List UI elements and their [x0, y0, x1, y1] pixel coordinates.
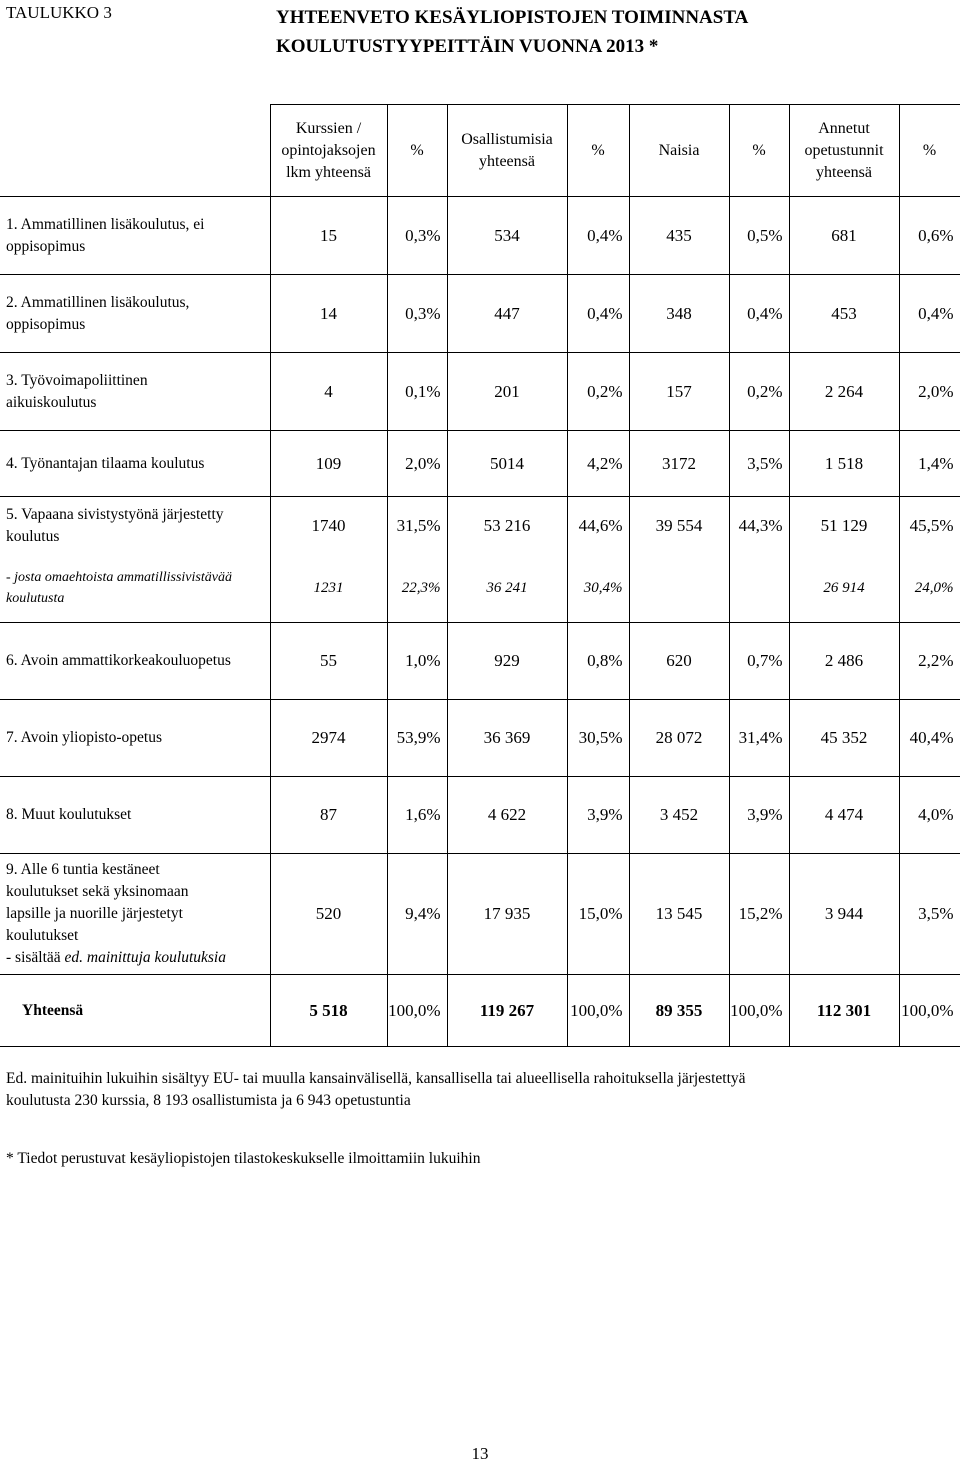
cell-hours: 45 352	[789, 700, 899, 777]
cell-hours-pct: 24,0%	[899, 555, 960, 623]
row-label-line: 8. Muut koulutukset	[6, 806, 132, 823]
cell-courses: 109	[270, 431, 387, 497]
cell-participations-pct: 3,9%	[567, 777, 629, 854]
cell-courses: 5 518	[270, 975, 387, 1047]
row-label	[0, 497, 270, 555]
table-row	[0, 275, 960, 353]
row-label	[0, 854, 270, 975]
row-label-line: koulutukset sekä yksinomaan	[6, 883, 189, 900]
cell-women-pct: 0,2%	[729, 353, 789, 431]
cell-women: 3172	[629, 431, 729, 497]
cell-hours: 26 914	[789, 555, 899, 623]
cell-women-pct: 31,4%	[729, 700, 789, 777]
cell-women	[629, 555, 729, 623]
cell-courses: 4	[270, 353, 387, 431]
cell-hours: 2 264	[789, 353, 899, 431]
footnote-source: * Tiedot perustuvat kesäyliopistojen tilastokeskukselle ilmoittamiin lukuihin	[6, 1150, 481, 1167]
cell-hours: 1 518	[789, 431, 899, 497]
cell-hours-pct: 3,5%	[899, 854, 960, 975]
row-label-line: - josta omaehtoista ammatillissivistävää	[6, 570, 232, 586]
row-label-line: oppisopimus	[6, 237, 86, 255]
header-courses-l3: lkm yhteensä	[286, 163, 371, 181]
row-label-line: koulutus	[6, 527, 60, 545]
cell-participations-pct: 0,4%	[567, 275, 629, 353]
row-label-line: 4. Työnantajan tilaama koulutus	[6, 454, 205, 472]
table-row-sub	[0, 555, 960, 623]
table-row	[0, 777, 960, 854]
footnote-eu	[6, 1068, 746, 1112]
cell-courses-pct: 9,4%	[387, 854, 447, 975]
cell-participations-pct: 44,6%	[567, 497, 629, 555]
table-row	[0, 197, 960, 275]
cell-women: 28 072	[629, 700, 729, 777]
cell-women-pct: 0,5%	[729, 197, 789, 275]
row-label	[0, 700, 270, 777]
cell-hours: 51 129	[789, 497, 899, 555]
cell-courses: 1231	[270, 555, 387, 623]
row-label	[0, 353, 270, 431]
cell-hours-pct: 4,0%	[899, 777, 960, 854]
summary-table	[0, 104, 960, 1047]
cell-women-pct: 15,2%	[729, 854, 789, 975]
header-hours	[789, 105, 899, 197]
cell-women: 157	[629, 353, 729, 431]
cell-participations: 53 216	[447, 497, 567, 555]
row-label-line	[6, 947, 270, 969]
row-label	[0, 623, 270, 700]
row-label	[0, 275, 270, 353]
cell-courses-pct: 22,3%	[387, 555, 447, 623]
cell-hours-pct: 40,4%	[899, 700, 960, 777]
cell-women-pct: 44,3%	[729, 497, 789, 555]
row-label	[0, 197, 270, 275]
cell-courses-pct: 31,5%	[387, 497, 447, 555]
row-label	[0, 555, 270, 623]
cell-hours: 453	[789, 275, 899, 353]
page-title	[276, 3, 748, 61]
page-number: 13	[471, 1444, 489, 1463]
cell-courses: 14	[270, 275, 387, 353]
cell-courses: 15	[270, 197, 387, 275]
cell-hours-pct: 2,2%	[899, 623, 960, 700]
header-women: Naisia	[629, 105, 729, 197]
row-label-line: oppisopimus	[6, 315, 86, 333]
cell-courses-pct: 2,0%	[387, 431, 447, 497]
cell-hours: 4 474	[789, 777, 899, 854]
cell-participations-pct: 0,2%	[567, 353, 629, 431]
cell-courses: 2974	[270, 700, 387, 777]
cell-participations: 17 935	[447, 854, 567, 975]
footnote-eu-line-2: koulutusta 230 kurssia, 8 193 osallistumista ja 6 943 opetustuntia	[6, 1092, 411, 1109]
cell-participations: 929	[447, 623, 567, 700]
table-row	[0, 623, 960, 700]
row-label-line: 2. Ammatillinen lisäkoulutus,	[6, 293, 190, 311]
cell-courses-pct: 1,6%	[387, 777, 447, 854]
cell-women: 3 452	[629, 777, 729, 854]
cell-hours: 681	[789, 197, 899, 275]
row-label-line: koulutukset	[6, 927, 79, 944]
cell-women-pct: 3,9%	[729, 777, 789, 854]
row-label-line: 1. Ammatillinen lisäkoulutus, ei	[6, 215, 205, 233]
title-line-1: YHTEENVETO KESÄYLIOPISTOJEN TOIMINNASTA	[276, 7, 749, 28]
row-label-line: aikuiskoulutus	[6, 393, 97, 411]
row-label-line: 5. Vapaana sivistystyönä järjestetty	[6, 505, 224, 523]
table-row	[0, 854, 960, 975]
cell-women: 89 355	[629, 975, 729, 1047]
row-label-part-italic: ed. mainittuja koulutuksia	[64, 949, 226, 966]
cell-hours-pct: 2,0%	[899, 353, 960, 431]
cell-hours-pct: 0,6%	[899, 197, 960, 275]
row-label-line: 3. Työvoimapoliittinen	[6, 371, 148, 389]
cell-courses-pct: 0,3%	[387, 197, 447, 275]
header-hours-l1: Annetut	[818, 119, 870, 137]
cell-courses: 1740	[270, 497, 387, 555]
cell-hours: 112 301	[789, 975, 899, 1047]
header-row	[0, 105, 960, 197]
cell-women-pct: 100,0%	[729, 975, 789, 1047]
cell-participations: 119 267	[447, 975, 567, 1047]
cell-participations: 36 369	[447, 700, 567, 777]
cell-courses-pct: 53,9%	[387, 700, 447, 777]
cell-women: 39 554	[629, 497, 729, 555]
header-hours-l3: yhteensä	[816, 163, 872, 181]
header-pct-1: %	[387, 105, 447, 197]
cell-hours: 2 486	[789, 623, 899, 700]
row-label-line: lapsille ja nuorille järjestetyt	[6, 905, 183, 922]
row-label-line: Yhteensä	[22, 1001, 84, 1019]
header-pct-2: %	[567, 105, 629, 197]
header-courses-l2: opintojaksojen	[281, 141, 376, 159]
cell-women-pct: 0,7%	[729, 623, 789, 700]
row-label	[0, 777, 270, 854]
table-row	[0, 497, 960, 555]
footnote-eu-line-1: Ed. mainituihin lukuihin sisältyy EU- tai muulla kansainvälisellä, kansallisella tai alueellisella rahoituksella järjestettyä	[6, 1070, 746, 1087]
row-label-part: - sisältää	[6, 949, 65, 966]
total-row	[0, 975, 960, 1047]
title-line-2: KOULUTUSTYYPEITTÄIN VUONNA 2013 *	[276, 36, 659, 57]
cell-participations-pct: 15,0%	[567, 854, 629, 975]
table-row	[0, 431, 960, 497]
cell-hours: 3 944	[789, 854, 899, 975]
cell-participations: 534	[447, 197, 567, 275]
header-hours-l2: opetustunnit	[804, 141, 884, 159]
cell-participations: 201	[447, 353, 567, 431]
cell-courses-pct: 0,3%	[387, 275, 447, 353]
row-label-line: 9. Alle 6 tuntia kestäneet	[6, 861, 160, 878]
cell-participations-pct: 0,8%	[567, 623, 629, 700]
cell-hours-pct: 1,4%	[899, 431, 960, 497]
cell-women-pct: 3,5%	[729, 431, 789, 497]
cell-participations-pct: 4,2%	[567, 431, 629, 497]
header-pct-3: %	[729, 105, 789, 197]
cell-courses-pct: 100,0%	[387, 975, 447, 1047]
cell-hours-pct: 45,5%	[899, 497, 960, 555]
cell-participations-pct: 30,4%	[567, 555, 629, 623]
cell-women-pct	[729, 555, 789, 623]
header-pct-4: %	[899, 105, 960, 197]
cell-participations-pct: 30,5%	[567, 700, 629, 777]
cell-women: 348	[629, 275, 729, 353]
cell-women-pct: 0,4%	[729, 275, 789, 353]
table-row	[0, 353, 960, 431]
header-participations-l2: yhteensä	[479, 152, 535, 170]
header-courses-l1: Kurssien /	[295, 119, 362, 137]
row-label	[0, 431, 270, 497]
header-participations	[447, 105, 567, 197]
cell-participations-pct: 0,4%	[567, 197, 629, 275]
cell-courses-pct: 1,0%	[387, 623, 447, 700]
cell-women: 13 545	[629, 854, 729, 975]
cell-courses: 520	[270, 854, 387, 975]
cell-courses-pct: 0,1%	[387, 353, 447, 431]
table-row	[0, 700, 960, 777]
row-label-line: koulutusta	[6, 591, 65, 607]
table-label: TAULUKKO 3	[6, 3, 112, 22]
cell-participations: 4 622	[447, 777, 567, 854]
cell-participations: 447	[447, 275, 567, 353]
cell-hours-pct: 0,4%	[899, 275, 960, 353]
row-label	[0, 975, 270, 1047]
cell-participations: 36 241	[447, 555, 567, 623]
row-label-line: 7. Avoin yliopisto-opetus	[6, 729, 163, 746]
cell-participations-pct: 100,0%	[567, 975, 629, 1047]
cell-courses: 55	[270, 623, 387, 700]
cell-courses: 87	[270, 777, 387, 854]
header-courses	[270, 105, 387, 197]
header-participations-l1: Osallistumisia	[461, 130, 553, 148]
cell-hours-pct: 100,0%	[899, 975, 960, 1047]
row-label-line: 6. Avoin ammattikorkeakouluopetus	[6, 652, 231, 669]
cell-women: 620	[629, 623, 729, 700]
cell-women: 435	[629, 197, 729, 275]
header-blank	[0, 105, 270, 197]
cell-participations: 5014	[447, 431, 567, 497]
